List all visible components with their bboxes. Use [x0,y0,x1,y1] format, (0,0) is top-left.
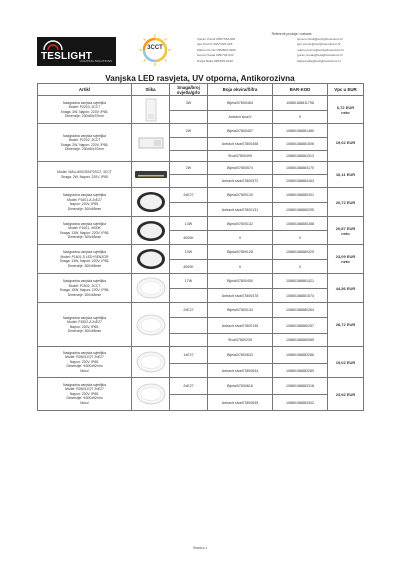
product-description-line: Nadgradna vanjska svjetiljka [63,133,106,138]
product-barcode: 10880188883286 [273,347,328,364]
product-description-line: Snaga: 3W, Napon: 220V, IP65, [60,109,109,114]
product-price [328,378,364,411]
product-power [170,395,208,411]
product-description-line: Snaga: 2W, Napon: 220V, IP65 [61,174,108,179]
product-price [328,124,364,162]
product-description-line: Nadgradna vanjska svjetiljka [63,350,106,355]
product-color-code: Bijela/07800616 [208,378,273,395]
product-color-code: Bijela/07800633 [208,347,273,364]
product-power: 4000K [170,260,208,274]
product-description-line: Snaga: 2W, Napon: 220V, IP65, [60,142,109,147]
contact-name-phone: Darija Balta 095/525-6130 [197,58,233,63]
product-barcode: 10880188881506 [273,138,328,151]
contact-name-phone: Vjeran Vrsnik 095/7532-845 [197,37,236,41]
product-photo-icon [132,277,169,299]
product-barcode: 10880188881674 [273,289,328,303]
product-description-line: Novo! [80,400,89,405]
product-row [38,274,364,289]
product-barcode: X [273,231,328,245]
contact-email-link[interactable]: goran.novak@teslightsolutions.hr [297,53,343,58]
product-color-code: Antracit siva/X [208,111,273,124]
product-color-code: Antracit siva/07800635 [208,395,273,411]
product-description-line: Dimenzije: Ф300x92mm [66,364,103,369]
product-power: 13W [170,217,208,231]
product-barcode: 10880188880301 [273,188,328,203]
product-color-code: Bijela/07800128 [208,245,273,260]
contact-name-phone: Goran Novak 099/734-633 [197,53,234,58]
product-price-line: neto [341,109,350,115]
product-price-line: 20,87 EUR [335,225,356,231]
product-description-line: Snaga: 13W, Napon: 220V, IP65, [59,230,110,235]
contact-email-link[interactable]: igor.poznic@teslightsolutions.hr [297,42,341,47]
product-price-line: neto [341,259,350,264]
product-barcode: 10880188881421 [273,274,328,289]
product-description-line: Model: P1601-S LED+SENZOR [60,254,109,259]
product-color-code: X [208,231,273,245]
product-power [170,334,208,347]
product-description-line: Nadgradna vanjska svjetiljka [63,382,106,387]
product-description [38,188,132,217]
sales-contacts [197,32,387,64]
product-price-line: 23,92 EUR [335,391,356,397]
col-header-slika: Slika [132,84,170,96]
product-description-line: Model: WALL6001SS/P2SC2, 3CCT [57,170,112,174]
product-price [328,162,364,188]
product-color-code: Antracit siva/07800131 [208,203,273,217]
product-color-code: X [208,260,273,274]
product-image [132,188,170,217]
product-description [38,378,132,411]
product-row [38,245,364,260]
product-image [132,245,170,274]
product-description-line: Snaga: 15W, Napon: 220V, IP65, [59,288,110,292]
page-footer: Stranica 1 [192,546,208,550]
product-color-code: Bijela/07800130 [208,188,273,203]
product-power [170,289,208,303]
product-color-code: Bijela/07800574 [208,162,273,175]
product-barcode: 10880188881513 [273,151,328,162]
product-image [132,96,170,124]
product-description-line: Model: P2202, 3CCT [68,138,101,142]
product-description [38,245,132,274]
product-row [38,378,364,395]
product-description [38,274,132,303]
table-header-row [38,84,364,96]
product-price [328,188,364,217]
col-header-artikl: Artikl [38,84,132,96]
product-description-line: Napon: 220V, IP65, [69,324,100,329]
product-description-line: Dimenzije: 300x65mm [67,263,102,268]
product-description-line: Dimenzije: 230x80x37mm [64,114,104,118]
product-photo-icon [132,351,169,373]
product-photo-icon [132,191,169,213]
product-description-line: Model: R2503-E27 2xE27 [65,355,104,360]
product-barcode: 10880188811798 [273,96,328,111]
product-description [38,162,132,188]
product-row [38,217,364,231]
product-barcode: 10880188880325 [273,245,328,260]
product-description-line: Nadgradna vanjska svjetiljka [63,100,106,105]
product-photo-icon [132,98,169,122]
product-barcode: 10880188883318 [273,378,328,395]
product-photo-icon [132,248,169,270]
product-power: 17W [170,274,208,289]
col-header-boja: Boja okvira/Šifra [208,84,273,96]
product-power [170,203,208,217]
product-barcode: 10880188880288 [273,217,328,231]
product-description-line: Nadgradna vanjska svjetiljka [63,250,106,254]
product-power: 2W [170,162,208,175]
product-power [170,318,208,334]
product-photo-icon [132,314,169,336]
product-price-line: 23,09 EUR [335,254,356,259]
product-price-line: 44,56 EUR [335,285,356,291]
product-row [38,162,364,175]
product-description-line: Dimenzije: 300x65mm [67,329,102,333]
product-price [328,274,364,303]
product-price [328,303,364,347]
product-barcode: 10880188883302 [273,395,328,411]
product-color-code: Bijela/07800134 [208,303,273,318]
product-description-line: Nadgradna vanjska svjetiljka [63,279,106,283]
product-color-code: Antracit siva/07800475 [208,289,273,303]
product-image [132,274,170,303]
product-description-line: Dimenzije: Ф300x92mm [66,396,103,401]
product-barcode: 10880188883289 [273,364,328,378]
product-photo-icon [132,220,169,242]
product-price-line: 16,11 EUR [335,172,356,177]
product-row [38,303,364,318]
product-power [170,138,208,151]
product-price-line: 6,72 EUR [336,104,355,110]
product-description-line: Dimenzije: 230x80x37mm [64,147,104,151]
product-price-line: 20,72 EUR [335,199,356,205]
product-description-line: Model: P1601-A 2xE27 [67,197,102,202]
product-color-code: Siva/07800499 [208,151,273,162]
product-description-line: Nadgradna vanjska svjetiljka [63,315,106,320]
product-power: 2xE27 [170,303,208,318]
product-image [132,162,170,188]
contact-email-link[interactable]: vjeran.vrsnik@teslightsolutions.hr [297,37,344,41]
product-image [132,347,170,378]
product-price-line: 19,02 EUR [335,140,356,145]
product-barcode: 10880188881480 [273,124,328,138]
product-power: 3W [170,96,208,111]
product-description [38,303,132,347]
product-price-line: neto [341,230,350,236]
product-photo-icon [132,137,169,149]
product-barcode: X [273,260,328,274]
product-price [328,347,364,378]
product-price-line: 19,02 EUR [335,359,356,365]
product-price-line: 28,72 EUR [335,322,356,327]
product-color-code: Bijela/07800132 [208,217,273,231]
product-power: 2xE27 [170,188,208,203]
product-power [170,175,208,188]
product-description-line: Napon: 220V, IP65, [69,202,100,206]
product-barcode: 10880188880264 [273,303,328,318]
product-power [170,111,208,124]
cct-label: 3CCT [147,45,163,51]
product-image [132,124,170,162]
product-barcode: 10880188884170 [273,162,328,175]
teslight-logo [37,37,116,66]
product-price [328,217,364,245]
product-description-line: Model: P1502, 3CCT [68,283,101,288]
product-row [38,96,364,111]
product-power: 1xE27 [170,347,208,364]
product-barcode: 10880188880295 [273,203,328,217]
product-image [132,378,170,411]
product-description [38,347,132,378]
document-title: Vanjska LED rasvjeta, UV otporna, Antikorozivna [105,74,295,83]
contact-name-phone: Marko Poznić 095/803-4480 [197,47,236,52]
cct-badge [137,33,173,67]
product-description-line: Dimenzije: 300x65mm [67,206,102,211]
product-row [38,188,364,203]
product-description [38,217,132,245]
product-description-line: Snaga: 13W, Napon: 220V, IP65, [59,259,110,263]
col-header-vpc: Vpc u EUR [328,84,364,96]
product-power: 2xE27 [170,378,208,395]
product-description-line: Napon: 220V, IP65, [69,359,100,364]
product-row [38,124,364,138]
product-color-code: Antracit siva/07800572 [208,175,273,188]
product-power: 2W [170,124,208,138]
col-header-snaga: Snaga/broj svjetla/grlo [170,84,208,96]
product-barcode: 10880188880257 [273,318,328,334]
product-image [132,217,170,245]
product-row [38,347,364,364]
logo-brand-text: TESLIGHT [41,51,93,62]
product-color-code: Antracit siva/07800458 [208,138,273,151]
product-description-line: Nadgradna vanjska svjetiljka [63,193,106,197]
product-description-line: Dimenzije: 300x65mm [67,292,102,297]
product-color-code: Antracit siva/07800135 [208,318,273,334]
product-barcode: X [273,111,328,124]
product-table [37,83,364,411]
product-power: 13W [170,245,208,260]
product-power [170,151,208,162]
product-color-code: Bijela/07800457 [208,124,273,138]
product-color-code: Bijela/07800450 [208,274,273,289]
product-photo-icon [132,170,169,179]
product-description-line: Nadgradna vanjska svjetiljka [63,221,106,226]
product-color-code: Antracit siva/07800634 [208,364,273,378]
contact-email-link[interactable]: darija.balta@teslightsolutions.hr [297,58,341,63]
logo-mark-icon [43,40,63,51]
product-description [38,96,132,124]
product-power [170,364,208,378]
product-barcode: 10880188880585 [273,334,328,347]
product-description-line: Model: P1601, 4000K [68,226,101,230]
contact-name-phone: Igor Poznić 095/7325-066 [197,42,233,47]
product-price [328,96,364,124]
contact-email-link[interactable]: marko.poznic@teslightsolutions.hr [297,47,345,52]
product-power: 4000K [170,231,208,245]
product-description-line: Model: P2203, 3CCT [68,105,101,109]
product-description-line: Dimenzije: 300x65mm [67,235,102,239]
product-description-line: Napon: 220V, IP65, [69,391,100,396]
product-image [132,303,170,347]
contacts-title: Referenti prodaje i nabave: [271,32,313,36]
product-price [328,245,364,274]
product-description [38,124,132,162]
product-color-code: Siva/07800239 [208,334,273,347]
product-description-line: Novo! [80,368,89,373]
col-header-bar-kod: BAR-KOD [273,84,328,96]
product-color-code: Bijela/07800484 [208,96,273,111]
logo-sub-text: LIGHTING SOLUTIONS [79,59,112,63]
product-photo-icon [132,383,169,405]
contact-row [197,59,387,64]
product-description-line: Model: R2503-E27 2xE27 [65,387,104,392]
product-barcode: 10880188884163 [273,175,328,188]
product-description-line: Model: P1802-A 2xE27 [67,320,102,324]
